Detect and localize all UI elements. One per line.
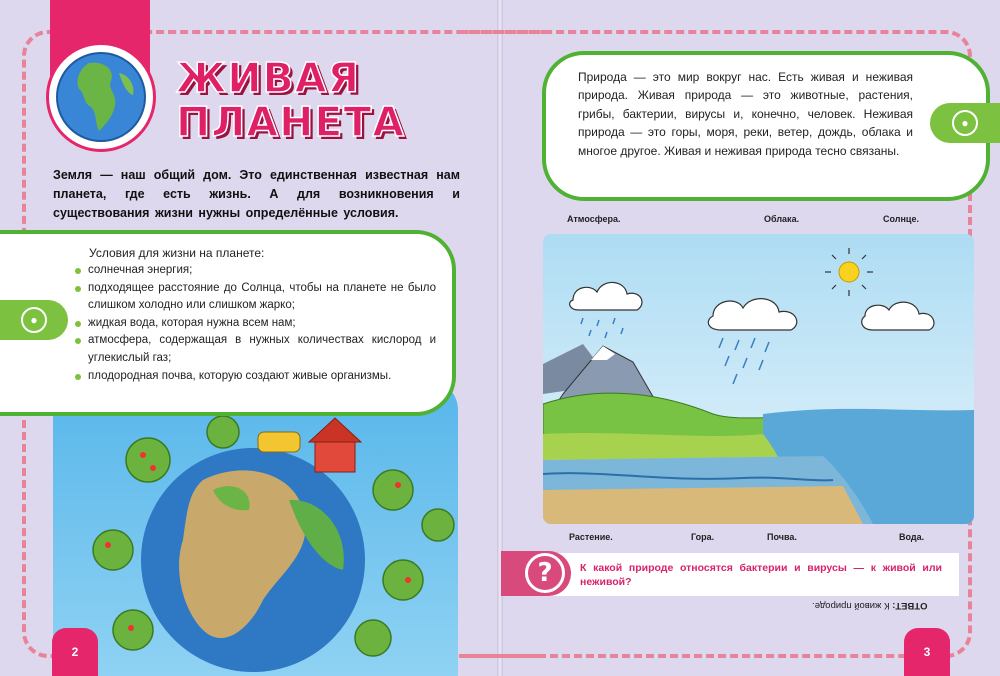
list-item: плодородная почва, которую создают живые организмы. — [74, 368, 436, 386]
list-item: жидкая вода, которая нужна всем нам; — [74, 315, 436, 333]
earth-illustration — [53, 380, 458, 676]
list-item: солнечная энергия; — [74, 262, 436, 280]
conditions-title: Условия для жизни на планете: — [89, 246, 265, 260]
title-line-2: ПЛАНЕТА — [176, 98, 406, 146]
question-badge — [501, 551, 571, 596]
label-mountain: Гора. — [691, 532, 715, 542]
question-text: К какой природе относятся бактерии и вирусы — к живой или неживой? — [580, 562, 942, 588]
label-soil: Почва. — [767, 532, 797, 542]
question-mark-icon: ? — [525, 553, 565, 593]
list-item: атмосфера, содержащая в нужных количествах кислород и углекислый газ; — [74, 332, 436, 367]
label-atmosphere: Атмосфера. — [567, 214, 621, 224]
conditions-list — [74, 262, 436, 385]
nature-illustration — [543, 234, 974, 524]
title-line-1: ЖИВАЯ — [176, 54, 361, 102]
list-item: подходящее расстояние до Солнца, чтобы на планете не было слишком холодно или слишком жарко; — [74, 280, 436, 315]
label-water: Вода. — [899, 532, 925, 542]
label-clouds: Облака. — [764, 214, 800, 224]
answer-text: К живой природе. — [812, 600, 890, 611]
label-sun: Солнце. — [883, 214, 919, 224]
page-title — [176, 56, 405, 144]
globe-icon: ● — [21, 307, 47, 333]
globe-icon — [49, 45, 153, 149]
page-number-right: 3 — [904, 628, 950, 676]
intro-paragraph: Земля — наш общий дом. Это единственная известная нам планета, где есть жизнь. А для возникновения и существования жизни нужны определённые условия. — [53, 168, 460, 220]
nature-paragraph: Природа — это мир вокруг нас. Есть живая и неживая природа. Живая природа — это животные, растения, грибы, бактерии, вирусы и, конечно, человек. Неживая природа — это горы, моря, реки, ветер, дождь, облака и многое другое. Живая и неживая природа тесно связаны. — [578, 70, 913, 158]
globe-badge — [46, 42, 156, 152]
right-green-tab — [930, 103, 1000, 143]
answer-upside-down — [812, 600, 927, 611]
answer-label: ОТВЕТ: — [892, 600, 928, 611]
globe-icon: ● — [952, 110, 978, 136]
left-green-tab — [0, 300, 68, 340]
label-plant: Растение. — [569, 532, 613, 542]
page-number-left: 2 — [52, 628, 98, 676]
